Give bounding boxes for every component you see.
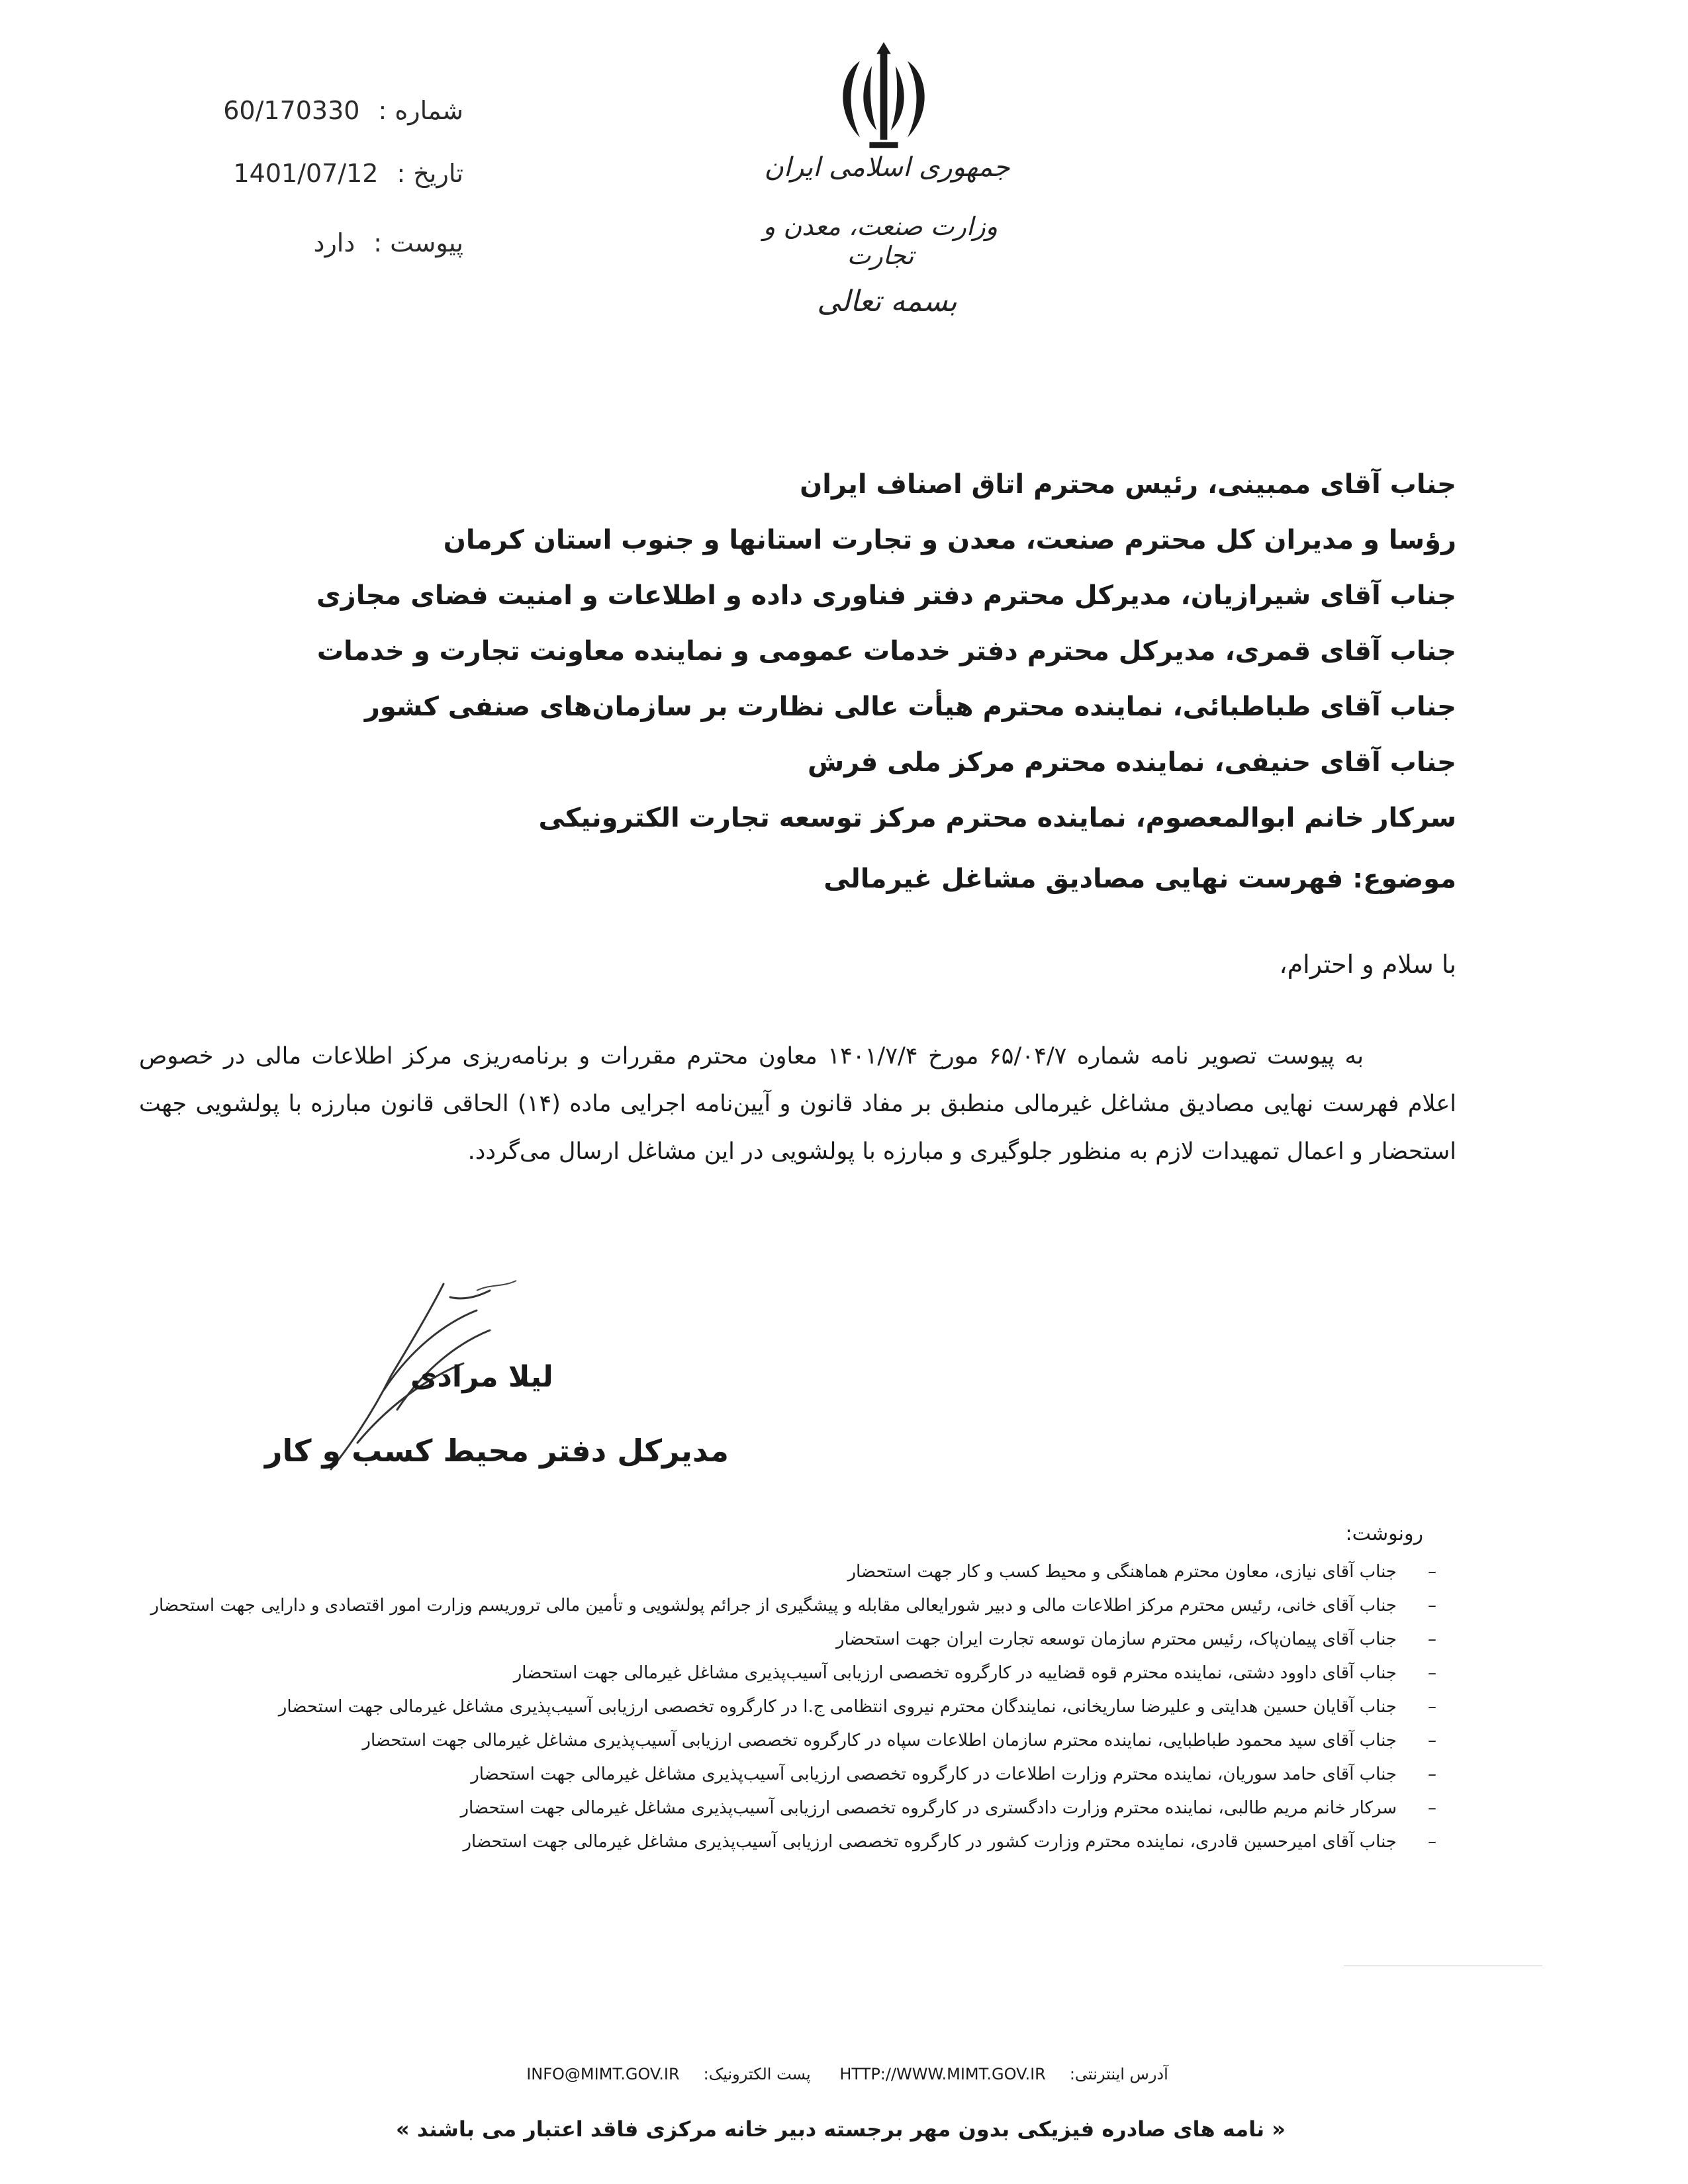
letter-attachment-value: دارد bbox=[313, 228, 355, 257]
cc-item bbox=[139, 1657, 1436, 1690]
cc-list bbox=[139, 1555, 1436, 1859]
letter-body: به پیوست تصویر نامه شماره ۶۵/۰۴/۷ مورخ ۱۴۰۱/۷/۴ معاون محترم مقررات و برنامه‌ریزی مرکز اطلاعات مالی در خصوص اعلام فهرست نهایی مصادیق مشاغل غیرمالی منطبق بر مفاد قانون و آیین‌نامه اجرایی ماده (۱۴) الحاقی قانون مبارزه با پولشویی جهت استحضار و اعمال تمهیدات لازم به منظور جلوگیری و مبارزه با پولشویی در این مشاغل ارسال می‌گردد. bbox=[139, 1043, 1456, 1165]
cc-item bbox=[139, 1724, 1436, 1758]
cc-dash: – bbox=[1428, 1663, 1436, 1683]
cc-item-text: جناب آقای حامد سوریان، نماینده محترم وزارت اطلاعات در کارگروه تخصصی ارزیابی آسیب‌پذیری مشاغل غیرمالی جهت استحضار bbox=[471, 1764, 1397, 1784]
addressee: جناب آقای طباطبائی، نماینده محترم هیأت عالی نظارت بر سازمان‌های صنفی کشور bbox=[364, 692, 1456, 722]
email-link[interactable]: INFO@MIMT.GOV.IR bbox=[526, 2065, 680, 2083]
letter-number-value: 60/170330 bbox=[223, 96, 360, 125]
letter-date bbox=[233, 159, 463, 188]
signer-name: لیلا مرادی bbox=[410, 1360, 553, 1394]
government-name: جمهوری اسلامی ایران bbox=[764, 152, 1010, 183]
cc-item-text: جناب آقایان حسین هدایتی و علیرضا ساریخانی، نمایندگان محترم نیروی انتظامی ج.ا در کارگروه تخصصی ارزیابی آسیب‌پذیری مشاغل غیرمالی جهت استحضار bbox=[278, 1697, 1397, 1717]
addressee: رؤسا و مدیران کل محترم صنعت، معدن و تجارت استانها و جنوب استان کرمان bbox=[443, 525, 1456, 555]
cc-item-text: جناب آقای نیازی، معاون محترم هماهنگی و محیط کسب و کار جهت استحضار bbox=[847, 1562, 1397, 1582]
cc-dash: – bbox=[1428, 1731, 1436, 1751]
cc-dash: – bbox=[1428, 1832, 1436, 1852]
cc-dash: – bbox=[1428, 1596, 1436, 1615]
addressee: سرکار خانم ابوالمعصوم، نماینده محترم مرکز توسعه تجارت الکترونیکی bbox=[538, 803, 1456, 833]
addressee-list bbox=[199, 457, 1456, 846]
greeting: با سلام و احترام، bbox=[1279, 950, 1456, 979]
cc-item bbox=[139, 1825, 1436, 1859]
letter-subject: موضوع: فهرست نهایی مصادیق مشاغل غیرمالی bbox=[823, 864, 1456, 894]
addressee: جناب آقای ممبینی، رئیس محترم اتاق اصناف ایران bbox=[800, 469, 1456, 500]
cc-item-text: جناب آقای سید محمود طباطبایی، نماینده محترم سازمان اطلاعات سپاه در کارگروه تخصصی ارزیابی آسیب‌پذیری مشاغل غیرمالی جهت استحضار bbox=[362, 1731, 1397, 1751]
cc-item bbox=[139, 1589, 1436, 1623]
cc-item bbox=[139, 1623, 1436, 1657]
cc-item-text: جناب آقای پیمان‌پاک، رئیس محترم سازمان توسعه تجارت ایران جهت استحضار bbox=[835, 1629, 1397, 1649]
basmala: بسمه تعالی bbox=[817, 285, 957, 318]
iran-emblem-icon bbox=[824, 40, 943, 159]
letter-date-label: تاریخ : bbox=[397, 159, 463, 188]
letter-attachment bbox=[314, 228, 463, 257]
cc-item bbox=[139, 1792, 1436, 1825]
cc-heading: رونوشت: bbox=[1345, 1522, 1423, 1545]
website-label: آدرس اینترنتی: bbox=[1069, 2065, 1168, 2083]
cc-dash: – bbox=[1428, 1697, 1436, 1717]
signer-title: مدیرکل دفتر محیط کسب و کار bbox=[265, 1433, 729, 1469]
letter-date-value: 1401/07/12 bbox=[233, 159, 379, 188]
letter-number-label: شماره : bbox=[378, 96, 463, 125]
addressee: جناب آقای حنیفی، نماینده محترم مرکز ملی فرش bbox=[807, 747, 1456, 778]
footer-warning: « نامه های صادره فیزیکی بدون مهر برجسته دبیر خانه مرکزی فاقد اعتبار می باشند » bbox=[396, 2116, 1286, 2142]
letter-attachment-label: پیوست : bbox=[373, 228, 463, 257]
cc-dash: – bbox=[1428, 1798, 1436, 1818]
cc-item-text: جناب آقای امیرحسین قادری، نماینده محترم وزارت کشور در کارگروه تخصصی ارزیابی آسیب‌پذیری مشاغل غیرمالی جهت استحضار bbox=[463, 1832, 1397, 1852]
addressee: جناب آقای شیرازیان، مدیرکل محترم دفتر فناوری داده و اطلاعات و امنیت فضای مجازی bbox=[316, 580, 1456, 611]
cc-dash: – bbox=[1428, 1562, 1436, 1582]
addressee: جناب آقای قمری، مدیرکل محترم دفتر خدمات عمومی و نماینده معاونت تجارت و خدمات bbox=[316, 636, 1456, 666]
cc-item bbox=[139, 1690, 1436, 1724]
email-label: پست الکترونیک: bbox=[703, 2065, 811, 2083]
letter-number bbox=[223, 96, 463, 125]
website-link[interactable]: HTTP://WWW.MIMT.GOV.IR bbox=[839, 2065, 1046, 2083]
cc-item bbox=[139, 1555, 1436, 1589]
ministry-name: وزارت صنعت، معدن و تجارت bbox=[763, 212, 998, 270]
cc-dash: – bbox=[1428, 1764, 1436, 1784]
cc-dash: – bbox=[1428, 1629, 1436, 1649]
cc-item-text: سرکار خانم مریم طالبی، نماینده محترم وزارت دادگستری در کارگروه تخصصی ارزیابی آسیب‌پذیری مشاغل غیرمالی جهت استحضار bbox=[460, 1798, 1397, 1818]
footer-contact bbox=[490, 2065, 1205, 2083]
cc-item-text: جناب آقای خانی، رئیس محترم مرکز اطلاعات مالی و دبیر شورایعالی مقابله و پیشگیری از جرائم پولشویی و تأمین مالی تروریسم وزارت امور اقتصادی و دارایی جهت استحضار bbox=[150, 1596, 1397, 1615]
cc-item-text: جناب آقای داوود دشتی، نماینده محترم قوه قضاییه در کارگروه تخصصی ارزیابی آسیب‌پذیری مشاغل غیرمالی جهت استحضار bbox=[513, 1663, 1397, 1683]
cc-item bbox=[139, 1758, 1436, 1792]
